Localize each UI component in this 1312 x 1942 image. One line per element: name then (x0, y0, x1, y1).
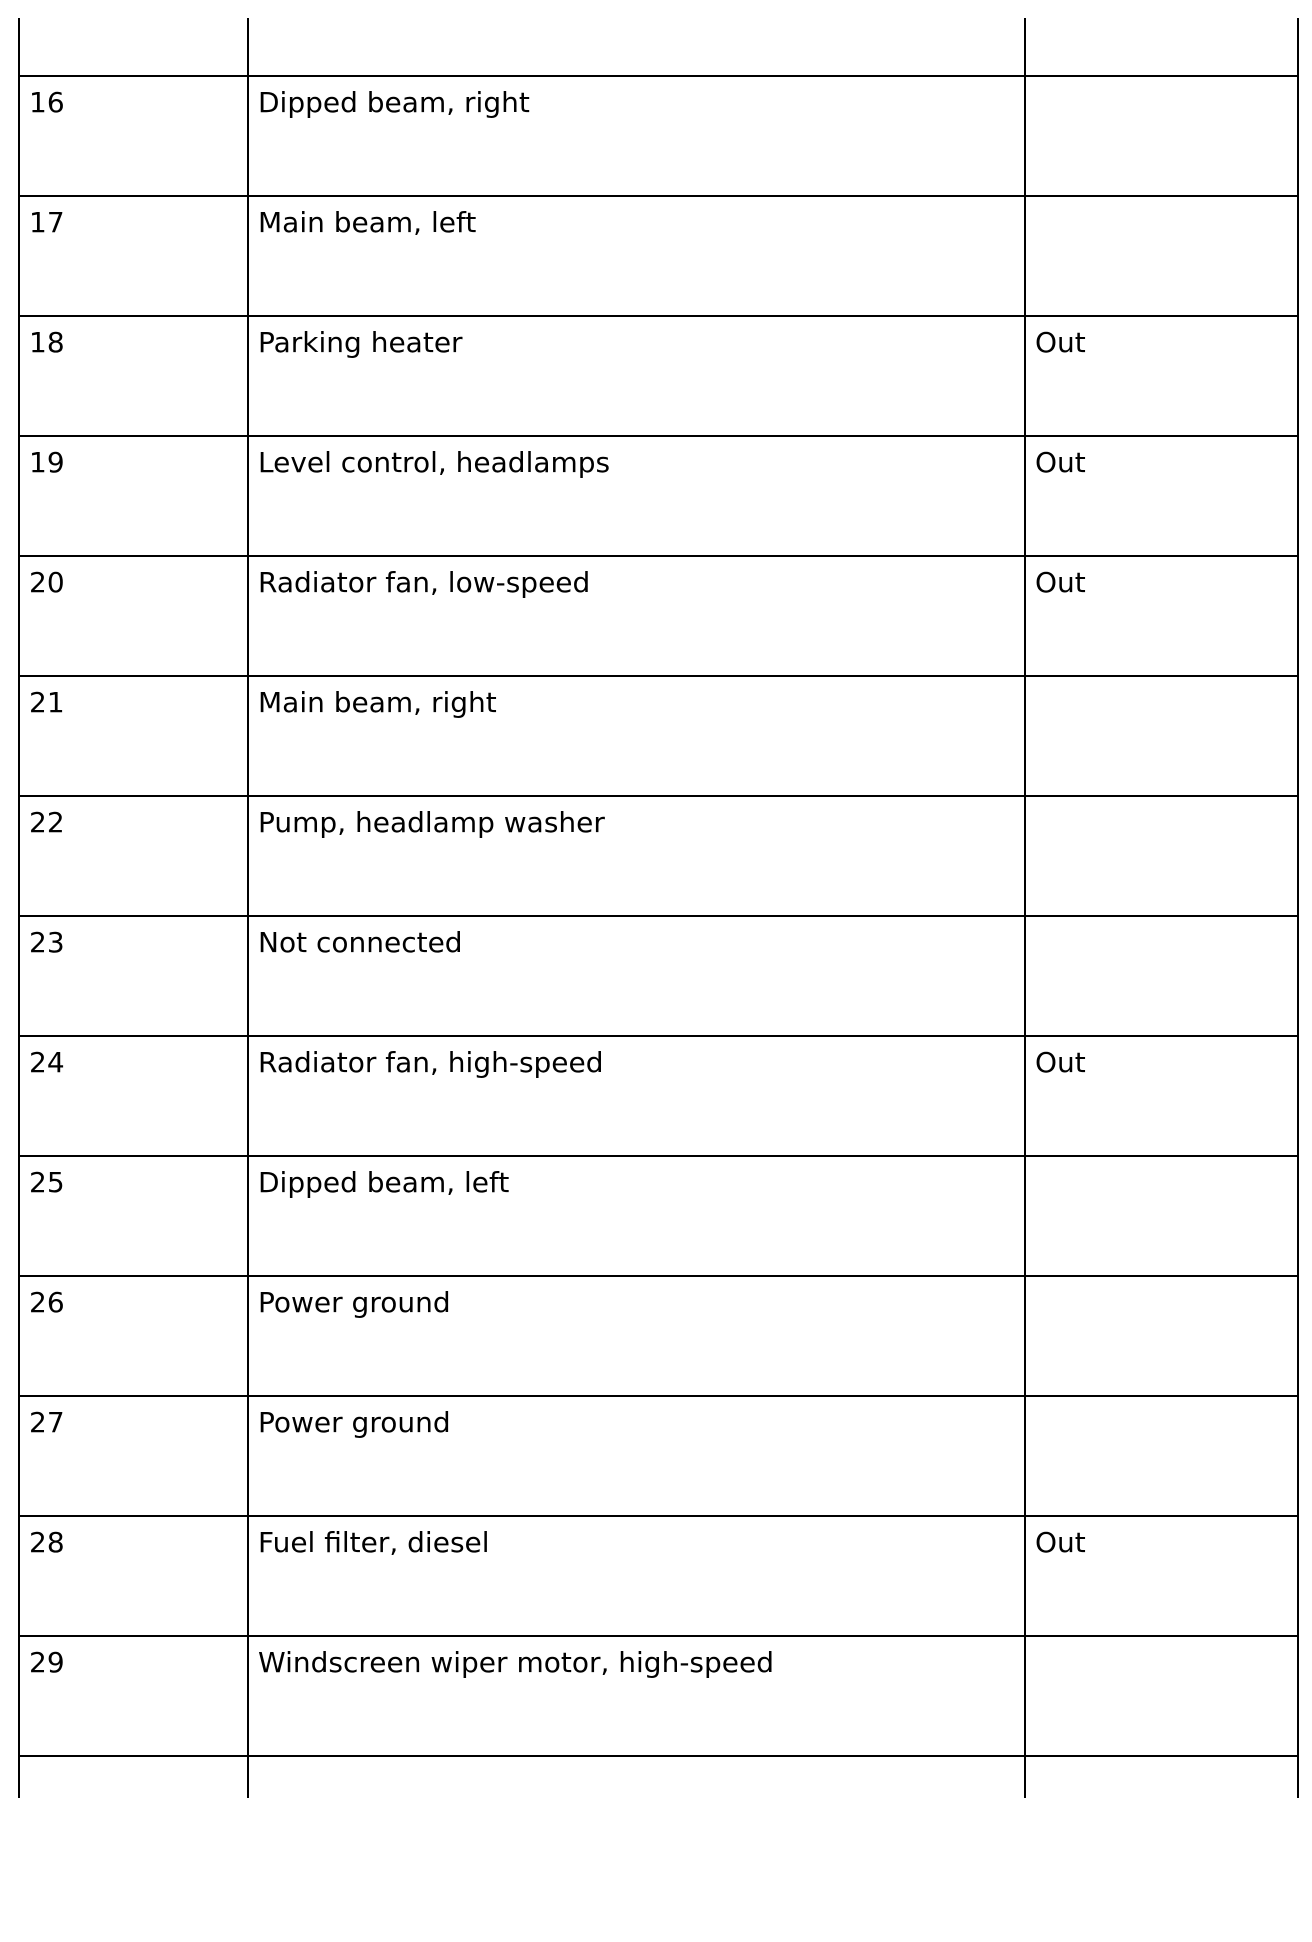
direction-cell (1025, 1276, 1298, 1396)
table-row (19, 1396, 1298, 1516)
table-row (19, 196, 1298, 316)
direction-cell: Out (1025, 436, 1298, 556)
table-row (19, 1036, 1298, 1156)
table-row (19, 916, 1298, 1036)
direction-cell (1025, 196, 1298, 316)
direction-cell (1025, 76, 1298, 196)
pin-cell: 26 (19, 1276, 248, 1396)
direction-cell (1025, 1396, 1298, 1516)
direction-cell (1025, 1636, 1298, 1756)
pin-cell: 25 (19, 1156, 248, 1276)
pin-cell: 20 (19, 556, 248, 676)
description-cell: Dipped beam, left (248, 1156, 1025, 1276)
pin-cell: 23 (19, 916, 248, 1036)
pin-assignment-table (18, 18, 1299, 1798)
table-row (19, 1156, 1298, 1276)
pin-cell: 17 (19, 196, 248, 316)
table-row (19, 556, 1298, 676)
table-row (19, 796, 1298, 916)
direction-cell: Out (1025, 556, 1298, 676)
pin-cell: 18 (19, 316, 248, 436)
description-cell: Power ground (248, 1396, 1025, 1516)
pin-cell: 29 (19, 1636, 248, 1756)
description-cell: Windscreen wiper motor, high-speed (248, 1636, 1025, 1756)
description-cell: Radiator fan, low-speed (248, 556, 1025, 676)
pin-assignment-table-container (18, 18, 1297, 1798)
description-cell: Parking heater (248, 316, 1025, 436)
direction-cell: Out (1025, 316, 1298, 436)
description-cell (248, 18, 1025, 76)
pin-cell: 16 (19, 76, 248, 196)
description-cell: Main beam, left (248, 196, 1025, 316)
pin-cell: 24 (19, 1036, 248, 1156)
pin-cell: 22 (19, 796, 248, 916)
table-row (19, 1276, 1298, 1396)
direction-cell (1025, 916, 1298, 1036)
pin-cell: 19 (19, 436, 248, 556)
description-cell: Power ground (248, 1276, 1025, 1396)
description-cell: Radiator fan, high-speed (248, 1036, 1025, 1156)
direction-cell (1025, 1756, 1298, 1798)
description-cell: Main beam, right (248, 676, 1025, 796)
direction-cell (1025, 1156, 1298, 1276)
description-cell (248, 1756, 1025, 1798)
pin-cell (19, 18, 248, 76)
direction-cell (1025, 18, 1298, 76)
table-row (19, 1636, 1298, 1756)
table-row (19, 76, 1298, 196)
pin-cell: 27 (19, 1396, 248, 1516)
description-cell: Not connected (248, 916, 1025, 1036)
table-row-continued-top (19, 18, 1298, 76)
pin-cell: 28 (19, 1516, 248, 1636)
table-row-continued-bottom (19, 1756, 1298, 1798)
description-cell: Fuel filter, diesel (248, 1516, 1025, 1636)
table-row (19, 676, 1298, 796)
direction-cell (1025, 676, 1298, 796)
direction-cell: Out (1025, 1036, 1298, 1156)
description-cell: Level control, headlamps (248, 436, 1025, 556)
direction-cell (1025, 796, 1298, 916)
pin-cell: 21 (19, 676, 248, 796)
table-row (19, 1516, 1298, 1636)
direction-cell: Out (1025, 1516, 1298, 1636)
table-row (19, 316, 1298, 436)
table-row (19, 436, 1298, 556)
description-cell: Pump, headlamp washer (248, 796, 1025, 916)
pin-cell (19, 1756, 248, 1798)
description-cell: Dipped beam, right (248, 76, 1025, 196)
